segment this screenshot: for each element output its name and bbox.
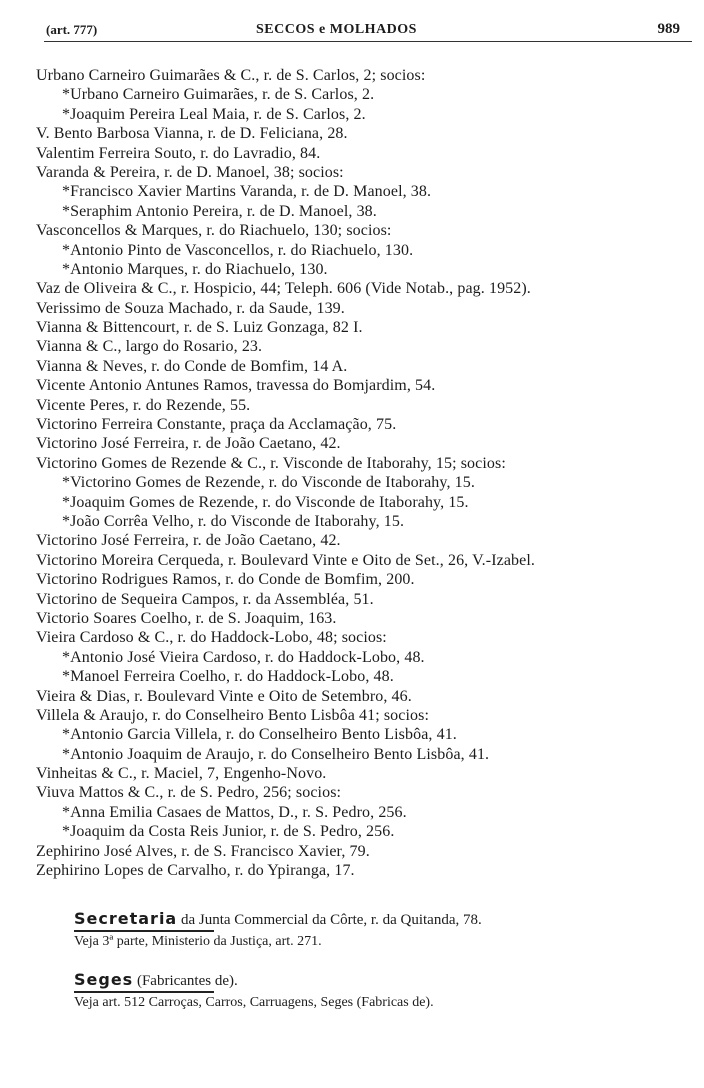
directory-entry: Vianna & Bittencourt, r. de S. Luiz Gonzaga, 82 I. (36, 319, 363, 337)
directory-entry: Valentim Ferreira Souto, r. do Lavradio, 84. (36, 144, 321, 162)
partner-entry: *Manoel Ferreira Coelho, r. do Haddock-Lobo, 48. (62, 668, 394, 686)
directory-entry: Varanda & Pereira, r. de D. Manoel, 38; socios: (36, 163, 344, 181)
section-reference: Veja art. 512 Carroças, Carros, Carruagens, Seges (Fabricas de). (74, 995, 434, 1010)
partner-entry: *Francisco Xavier Martins Varanda, r. de D. Manoel, 38. (62, 183, 432, 201)
section-rule (74, 991, 214, 993)
directory-entry: Victorino de Sequeira Campos, r. da Assembléa, 51. (36, 590, 374, 608)
section-rule (74, 930, 214, 932)
partner-entry: *Antonio José Vieira Cardoso, r. do Haddock-Lobo, 48. (62, 648, 425, 666)
directory-entry: Vinheitas & C., r. Maciel, 7, Engenho-Novo. (36, 765, 327, 783)
page-header (46, 20, 690, 40)
partner-entry: *Joaquim Pereira Leal Maia, r. de S. Carlos, 2. (62, 105, 366, 123)
directory-entry: Urbano Carneiro Guimarães & C., r. de S. Carlos, 2; socios: (36, 67, 426, 84)
partner-entry: *Antonio Marques, r. do Riachuelo, 130. (62, 260, 328, 278)
directory-entry: Vianna & Neves, r. do Conde de Bomfim, 14 A. (36, 357, 348, 375)
directory-entry: Victorino Rodrigues Ramos, r. do Conde de Bomfim, 200. (36, 571, 415, 589)
section-heading (74, 908, 694, 930)
directory-entry: Verissimo de Souza Machado, r. da Saude, 139. (36, 299, 345, 317)
directory-entry: Victorio Soares Coelho, r. de S. Joaquim, 163. (36, 609, 337, 627)
directory-entry: Victorino Gomes de Rezende & C., r. Visconde de Itaborahy, 15; socios: (36, 454, 506, 472)
directory-entry: Vicente Peres, r. do Rezende, 55. (36, 396, 251, 414)
header-rule (44, 41, 692, 42)
partner-entry: *Joaquim Gomes de Rezende, r. do Visconde de Itaborahy, 15. (62, 493, 469, 511)
directory-entry: Vasconcellos & Marques, r. do Riachuelo, 130; socios: (36, 222, 392, 240)
directory-entry: Victorino José Ferreira, r. de João Caetano, 42. (36, 532, 341, 550)
directory-entry: Zephirino José Alves, r. de S. Francisco Xavier, 79. (36, 842, 370, 860)
article-reference: (art. 777) (46, 22, 98, 37)
directory-entry: Viuva Mattos & C., r. de S. Pedro, 256; socios: (36, 784, 342, 802)
directory-entry: V. Bento Barbosa Vianna, r. de D. Feliciana, 28. (36, 125, 348, 143)
section-title: Seges (74, 970, 134, 989)
partner-entry: *Antonio Garcia Villela, r. do Conselheiro Bento Lisbôa, 41. (62, 726, 457, 744)
directory-entry: Vaz de Oliveira & C., r. Hospicio, 44; Teleph. 606 (Vide Notab., pag. 1952). (36, 280, 531, 298)
section-reference: Veja 3ª parte, Ministerio da Justiça, art. 271. (74, 934, 322, 949)
directory-entry: Vianna & C., largo do Rosario, 23. (36, 338, 263, 356)
directory-entry: Vicente Antonio Antunes Ramos, travessa do Bomjardim, 54. (36, 377, 436, 395)
partner-entry: *Urbano Carneiro Guimarães, r. de S. Carlos, 2. (62, 86, 375, 104)
section-heading (74, 969, 694, 991)
partner-entry: *Antonio Pinto de Vasconcellos, r. do Riachuelo, 130. (62, 241, 414, 259)
directory-entry: Vieira Cardoso & C., r. do Haddock-Lobo, 48; socios: (36, 629, 387, 647)
partner-entry: *Joaquim da Costa Reis Junior, r. de S. Pedro, 256. (62, 823, 395, 841)
partner-entry: *Antonio Joaquim de Araujo, r. do Conselheiro Bento Lisbôa, 41. (62, 745, 490, 763)
directory-entry: Victorino José Ferreira, r. de João Caetano, 42. (36, 435, 341, 453)
partner-entry: *Victorino Gomes de Rezende, r. do Visconde de Itaborahy, 15. (62, 474, 475, 492)
section-title-rest: (Fabricantes de). (136, 973, 238, 989)
page-number: 989 (657, 21, 680, 37)
partner-entry: *Seraphim Antonio Pereira, r. de D. Manoel, 38. (62, 202, 377, 220)
section-list (74, 908, 694, 1012)
partner-entry: *João Corrêa Velho, r. do Visconde de Itaborahy, 15. (62, 512, 405, 530)
directory-entry: Vieira & Dias, r. Boulevard Vinte e Oito de Setembro, 46. (36, 687, 412, 705)
partner-entry: *Anna Emilia Casaes de Mattos, D., r. S. Pedro, 256. (62, 803, 407, 821)
directory-entry: Villela & Araujo, r. do Conselheiro Bento Lisbôa 41; socios: (36, 706, 429, 724)
directory-entry: Victorino Moreira Cerqueda, r. Boulevard Vinte e Oito de Set., 26, V.-Izabel. (36, 551, 535, 569)
directory-entry: Victorino Ferreira Constante, praça da Acclamação, 75. (36, 416, 397, 434)
running-title: SECCOS e MOLHADOS (256, 22, 417, 37)
directory-entry: Zephirino Lopes de Carvalho, r. do Ypiranga, 17. (36, 862, 355, 880)
section-seges (74, 969, 694, 1012)
section-title-rest: da Junta Commercial da Côrte, r. da Quitanda, 78. (180, 912, 482, 928)
section-secretaria (74, 908, 694, 951)
entry-list (36, 66, 700, 880)
section-title: Secretaria (74, 909, 178, 928)
